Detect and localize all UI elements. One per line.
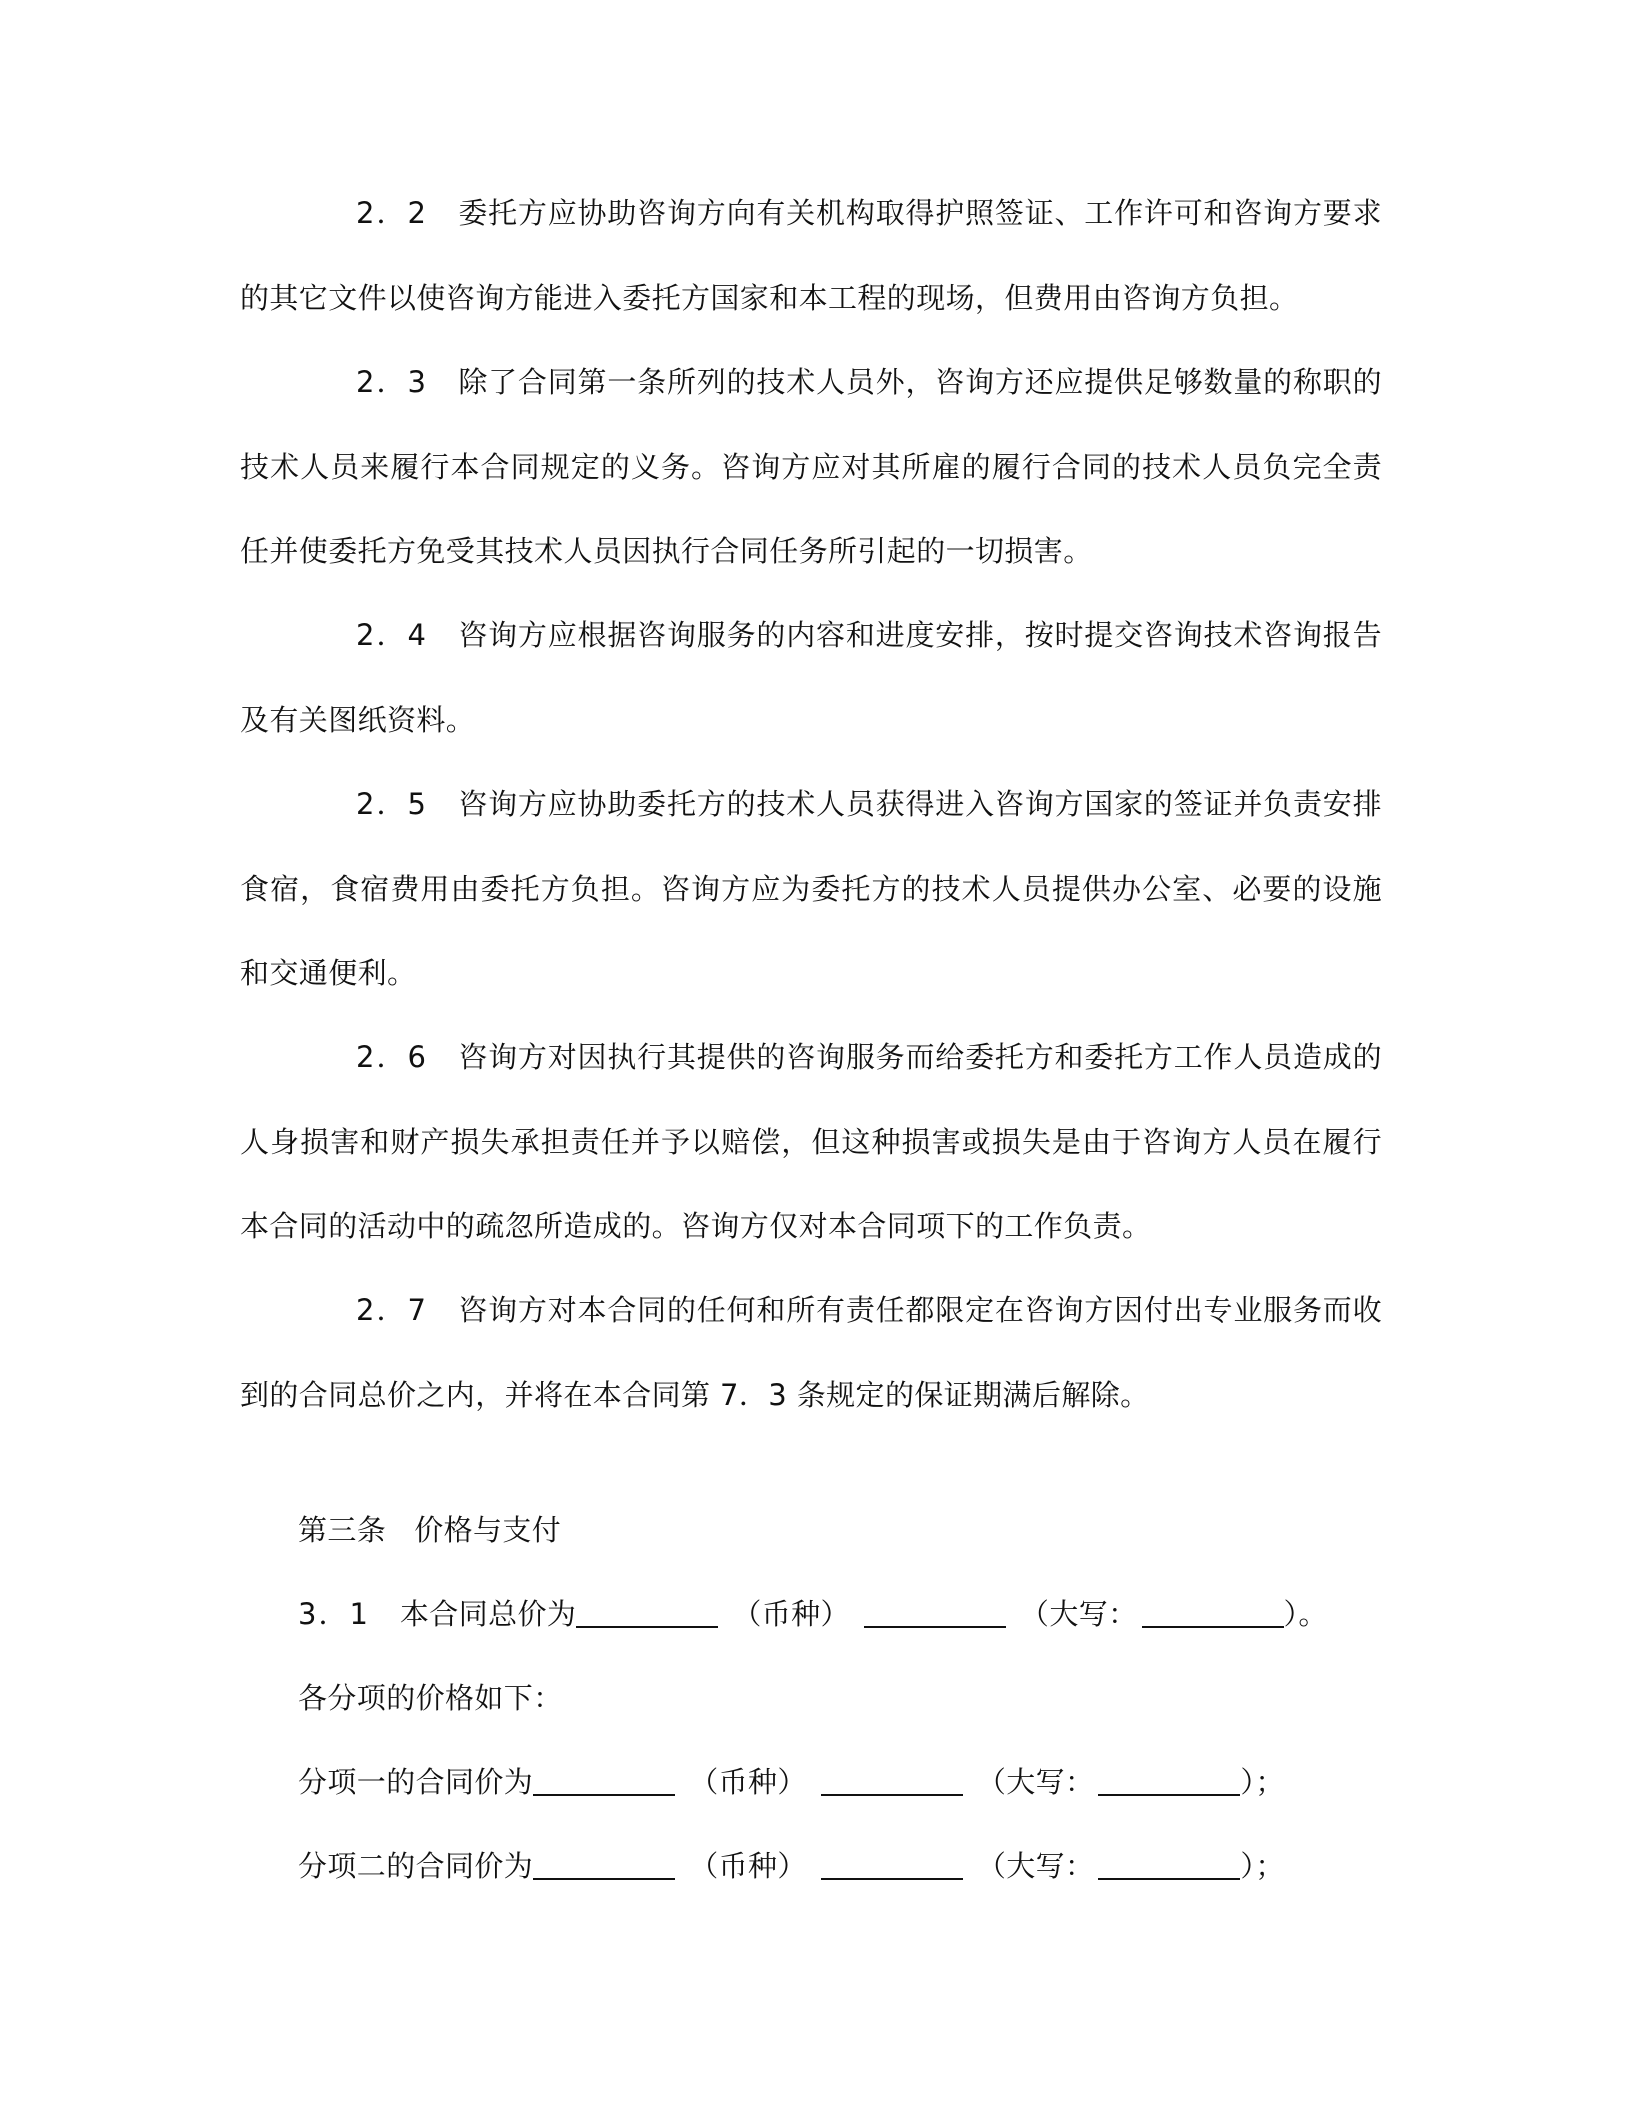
clause-text: 咨询方对因执行其提供的咨询服务而给委托方和委托方工作人员造成的人身损害和财产损失承担责任并予以赔偿，但这种损害或损失是由于咨询方人员在履行本合同的活动中的疏忽所造成的。咨询方仅对本合同项下的工作负责。 <box>240 1040 1382 1243</box>
currency-blank[interactable] <box>821 1764 963 1796</box>
clause-number: 2．4 <box>356 618 428 652</box>
section-3-heading <box>298 1510 561 1550</box>
clause-number: 2．6 <box>356 1040 428 1074</box>
section-title: 第三条 <box>298 1513 387 1547</box>
close-paren: ）。 <box>1283 1597 1328 1631</box>
currency-blank[interactable] <box>821 1848 963 1880</box>
clause-2-6 <box>240 1015 1382 1269</box>
clause-text: 咨询方对本合同的任何和所有责任都限定在咨询方因付出专业服务而收到的合同总价之内，并将在本合同第 7．3 条规定的保证期满后解除。 <box>240 1293 1382 1412</box>
daxie-label: （大写： <box>976 1849 1095 1883</box>
daxie-label: （大写： <box>1019 1597 1138 1631</box>
subitem-label: 分项一的合同价为 <box>298 1765 534 1799</box>
clause-2-3 <box>240 340 1382 594</box>
clause-2-2 <box>240 171 1382 340</box>
subitem-label: 分项二的合同价为 <box>298 1849 534 1883</box>
currency-blank[interactable] <box>864 1596 1006 1628</box>
clause-3-1 <box>298 1594 1328 1634</box>
currency-label: （币种） <box>689 1849 807 1883</box>
currency-label: （币种） <box>732 1597 850 1631</box>
daxie-blank[interactable] <box>1142 1596 1284 1628</box>
subitem-line <box>298 1762 1285 1802</box>
clause-text: 咨询方应协助委托方的技术人员获得进入咨询方国家的签证并负责安排食宿，食宿费用由委托方负担。咨询方应为委托方的技术人员提供办公室、必要的设施和交通便利。 <box>240 787 1382 990</box>
subitems-intro: 各分项的价格如下： <box>298 1681 563 1715</box>
section-subtitle: 价格与支付 <box>414 1513 562 1547</box>
daxie-label: （大写： <box>976 1765 1095 1799</box>
close-paren: ）； <box>1240 1849 1285 1883</box>
clause-number: 2．5 <box>356 787 428 821</box>
subitem-line <box>298 1846 1285 1886</box>
clause-number: 3．1 <box>298 1597 370 1631</box>
amount-blank[interactable] <box>533 1764 675 1796</box>
clause-2-5 <box>240 762 1382 1016</box>
clause-2-7 <box>240 1268 1382 1437</box>
clause-number: 2．7 <box>356 1293 428 1327</box>
clause-2-4 <box>240 593 1382 762</box>
clause-text: 除了合同第一条所列的技术人员外，咨询方还应提供足够数量的称职的技术人员来履行本合同规定的义务。咨询方应对其所雇的履行合同的技术人员负完全责任并使委托方免受其技术人员因执行合同任务所引起的一切损害。 <box>240 365 1382 568</box>
clause-text: 委托方应协助咨询方向有关机构取得护照签证、工作许可和咨询方要求的其它文件以使咨询方能进入委托方国家和本工程的现场，但费用由咨询方负担。 <box>240 196 1382 315</box>
clause-text: 本合同总价为 <box>399 1597 577 1631</box>
amount-blank[interactable] <box>533 1848 675 1880</box>
daxie-blank[interactable] <box>1098 1764 1240 1796</box>
clause-number: 2．3 <box>356 365 428 399</box>
currency-label: （币种） <box>689 1765 807 1799</box>
daxie-blank[interactable] <box>1098 1848 1240 1880</box>
close-paren: ）； <box>1240 1765 1285 1799</box>
clause-number: 2．2 <box>356 196 428 230</box>
amount-blank[interactable] <box>576 1596 718 1628</box>
clause-text: 咨询方应根据咨询服务的内容和进度安排，按时提交咨询技术咨询报告及有关图纸资料。 <box>240 618 1382 737</box>
